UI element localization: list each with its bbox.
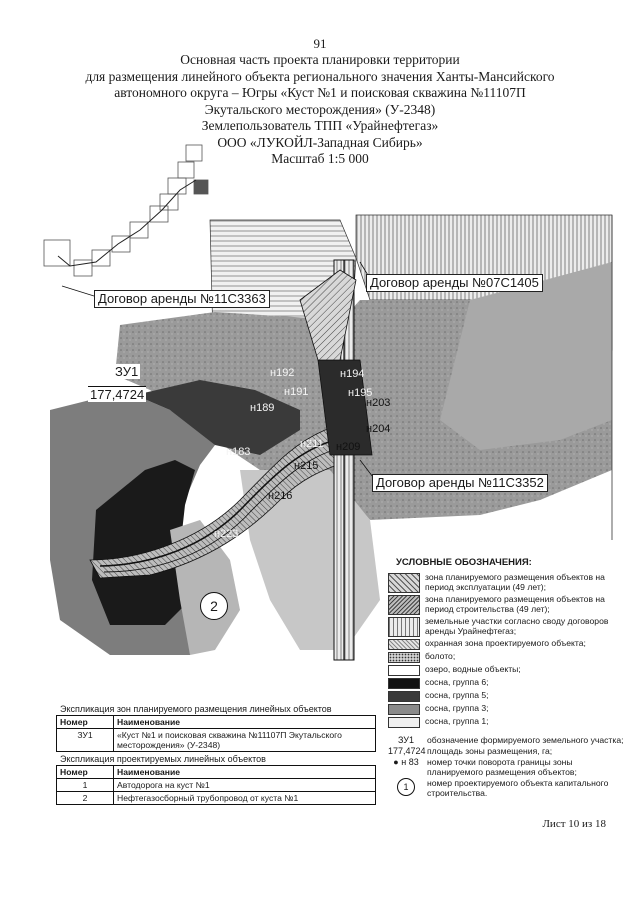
point-label: н216	[268, 490, 293, 502]
point-label: н215	[294, 460, 319, 472]
lease-label-07c1405: Договор аренды №07С1405	[366, 274, 543, 292]
table-caption: Экспликация зон планируемого размещения линейных объектов	[60, 704, 332, 714]
point-label: н192	[270, 367, 295, 379]
legend-symbol-item: 177,4724 площадь зоны размещения, га;	[388, 746, 553, 756]
key-map	[44, 145, 208, 276]
sheet-number: Лист 10 из 18	[542, 818, 606, 830]
legend-swatch	[388, 717, 420, 728]
legend-item: озеро, водные объекты;	[388, 664, 628, 676]
point-label: н194	[340, 368, 365, 380]
title-line: автономного округа – Югры «Куст №1 и поисковая скважина №11107П	[114, 85, 526, 100]
point-label: н204	[366, 423, 391, 435]
legend-swatch	[388, 573, 420, 593]
page-number: 91	[313, 36, 327, 51]
objects-table	[56, 765, 376, 805]
table-cell: ЗУ1	[57, 729, 114, 752]
legend-symbol	[388, 778, 424, 796]
table-cell: Нефтегазосборный трубопровод от куста №1	[114, 792, 376, 805]
column-header: Номер	[57, 716, 114, 729]
table-cell: Автодорога на куст №1	[114, 779, 376, 792]
legend-item: зона планируемого размещения объектов на период строительства (49 лет);	[388, 594, 628, 615]
table-cell: 2	[57, 792, 114, 805]
legend-swatch	[388, 617, 420, 637]
legend-item: зона планируемого размещения объектов на период эксплуатации (49 лет);	[388, 572, 628, 593]
legend-item: сосна, группа 6;	[388, 677, 628, 689]
legend-symbol: 177,4724	[388, 746, 426, 756]
title-line: ООО «ЛУКОЙЛ-Западная Сибирь»	[217, 134, 423, 150]
legend-swatch	[388, 691, 420, 702]
zone-code-label: ЗУ1	[115, 364, 139, 379]
point-label: н223	[214, 528, 239, 540]
title-line: Масштаб 1:5 000	[271, 151, 369, 166]
legend-item: охранная зона проектируемого объекта;	[388, 638, 628, 650]
legend-title: УСЛОВНЫЕ ОБОЗНАЧЕНИЯ:	[396, 557, 532, 568]
point-label: н195	[348, 387, 373, 399]
zone-area-label: 177,4724	[90, 387, 145, 402]
column-header: Наименование	[114, 766, 376, 779]
legend-item: сосна, группа 1;	[388, 716, 628, 728]
point-label: н211	[300, 438, 324, 450]
legend-swatch	[388, 595, 420, 615]
circle-number-icon: 1	[397, 778, 415, 796]
title-line: для размещения линейного объекта регионального значения Ханты-Мансийского	[85, 68, 555, 84]
point-label: н209	[336, 441, 361, 453]
table-row	[57, 792, 376, 805]
legend-symbol-item: ЗУ1 обозначение формируемого земельного участка;	[388, 735, 628, 745]
legend-item: сосна, группа 5;	[388, 690, 628, 702]
legend-swatch	[388, 704, 420, 715]
lease-label-11c3363: Договор аренды №11С3363	[94, 290, 270, 308]
title-line: Основная часть проекта планировки территории	[180, 52, 460, 67]
table-caption: Экспликация проектируемых линейных объектов	[60, 754, 266, 764]
column-header: Номер	[57, 766, 114, 779]
legend	[388, 558, 628, 799]
legend-item: сосна, группа 3;	[388, 703, 628, 715]
explication-tables	[56, 704, 376, 805]
column-header: Наименование	[114, 716, 376, 729]
point-label: н203	[366, 397, 391, 409]
legend-symbol: ЗУ1	[397, 735, 415, 745]
legend-symbol: ● н 83	[393, 757, 419, 767]
zones-table	[56, 715, 376, 752]
legend-item: болото;	[388, 651, 628, 663]
table-cell: 1	[57, 779, 114, 792]
legend-swatch	[388, 678, 420, 689]
point-label: н183	[226, 446, 251, 458]
table-row	[57, 729, 376, 752]
legend-swatch	[388, 639, 420, 650]
legend-item: земельные участки согласно своду договоров аренды Урайнефтегаз;	[388, 616, 628, 637]
lease-label-11c3352: Договор аренды №11С3352	[372, 474, 548, 492]
legend-symbol-item: 1 номер проектируемого объекта капитального строительства.	[388, 778, 628, 798]
point-label: н189	[250, 402, 275, 414]
title-line: Землепользователь ТПП «Урайнефтегаз»	[201, 118, 439, 133]
table-row	[57, 779, 376, 792]
object-number-circle: 2	[200, 592, 228, 620]
point-dot-icon: ●	[393, 757, 399, 767]
title-line: Экутальского месторождения» (У-2348)	[204, 101, 436, 117]
table-cell: «Куст №1 и поисковая скважина №11107П Экутальского месторождения» (У-2348)	[114, 729, 376, 752]
legend-swatch	[388, 665, 420, 676]
legend-symbol-item: ● н 83 номер точки поворота границы зоны планируемого размещения объектов;	[388, 757, 628, 777]
legend-swatch	[388, 652, 420, 663]
point-label: н191	[284, 386, 309, 398]
